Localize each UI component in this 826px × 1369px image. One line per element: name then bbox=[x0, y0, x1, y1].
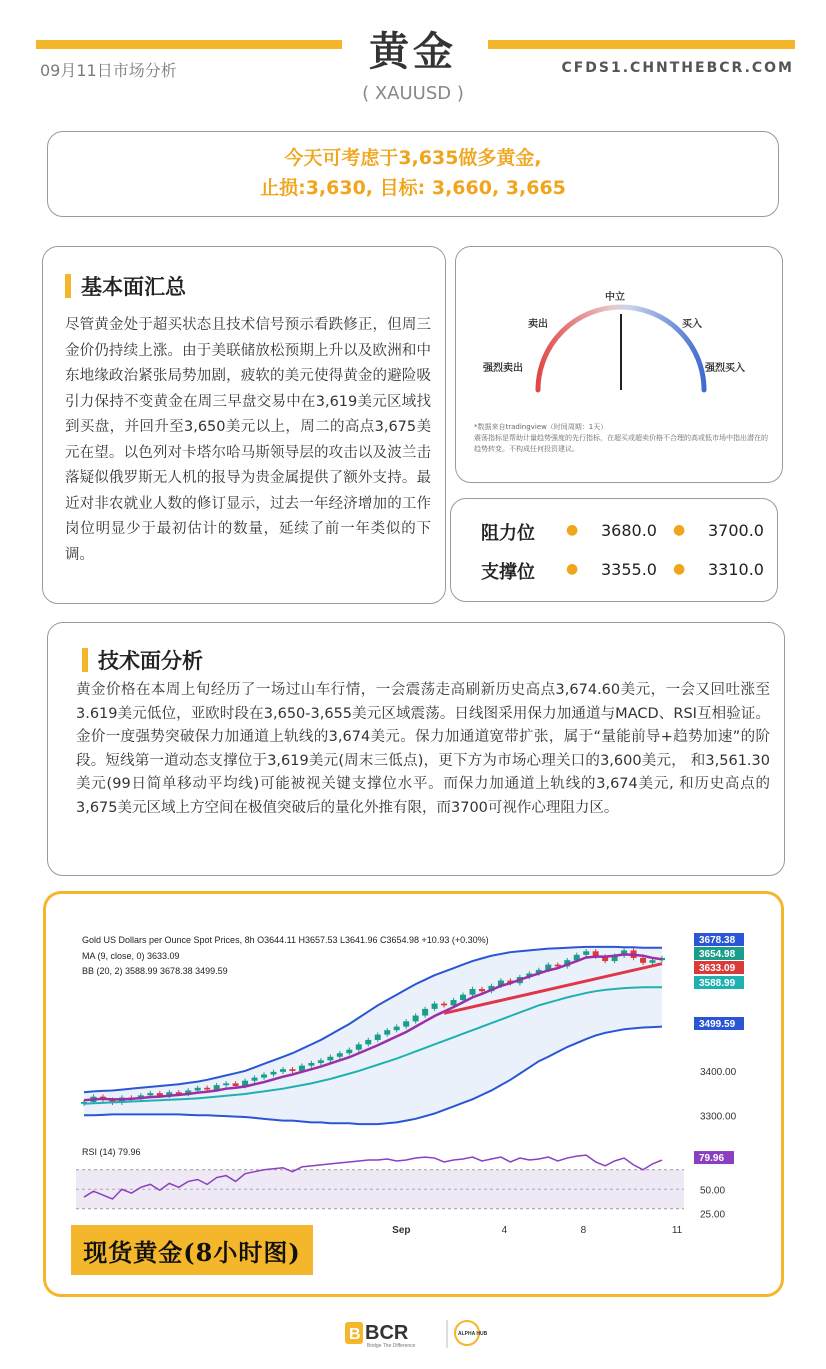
y-tick-label: 3400.00 bbox=[700, 1066, 737, 1078]
gauge-label-strong-sell: 强烈卖出 bbox=[483, 363, 523, 374]
candle-body bbox=[271, 1072, 277, 1075]
candle-body bbox=[479, 989, 485, 991]
heading-accent bbox=[65, 274, 71, 298]
technical-heading bbox=[82, 645, 203, 675]
candle-body bbox=[280, 1069, 286, 1072]
gauge-note-source: *数据来自tradingview（时间周期：1天） bbox=[474, 423, 608, 431]
candle-body bbox=[469, 989, 475, 995]
support-1: 3355.0 bbox=[601, 560, 657, 579]
candle-body bbox=[204, 1088, 210, 1090]
candle-body bbox=[451, 1000, 457, 1005]
rsi-label: RSI (14) 79.96 bbox=[82, 1147, 141, 1157]
candle-body bbox=[422, 1009, 428, 1016]
candle-body bbox=[195, 1088, 201, 1091]
candle-body bbox=[460, 995, 466, 1000]
fundamentals-heading bbox=[65, 271, 186, 301]
fundamentals-card bbox=[42, 246, 446, 604]
candle-body bbox=[441, 1004, 447, 1006]
page-subtitle: ( XAUUSD ) bbox=[362, 83, 464, 104]
candle-body bbox=[147, 1093, 153, 1095]
gauge-label-strong-buy: 强烈买入 bbox=[705, 363, 745, 374]
x-tick-label: 11 bbox=[671, 1225, 683, 1236]
candle-body bbox=[337, 1053, 343, 1057]
gauge-note-disclaimer: 震荡指标是帮助计量趋势强度的先行指标，在超买或超卖价格不合理的高或低市场中指出潜在的趋势转变。不构成任何投资建议。 bbox=[474, 434, 768, 453]
signal-line-1: 今天可考虑于3,635做多黄金, bbox=[284, 147, 542, 169]
chart-title: Gold US Dollars per Ounce Spot Prices, 8h O3644.11 H3657.53 L3641.96 C3654.98 +10.93 (+0.30%) bbox=[82, 935, 489, 945]
bullet-icon: ● bbox=[673, 561, 686, 577]
candle-body bbox=[356, 1044, 362, 1049]
candle-body bbox=[252, 1078, 258, 1081]
ma-label: MA (9, close, 0) 3633.09 bbox=[82, 951, 180, 961]
heading-accent bbox=[82, 648, 88, 672]
price-chart bbox=[74, 918, 747, 1246]
svg-text:B: B bbox=[349, 1326, 361, 1343]
technical-title: 技术面分析 bbox=[98, 649, 203, 673]
y-tick-label: 3300.00 bbox=[700, 1111, 737, 1123]
resistance-2: 3700.0 bbox=[708, 521, 764, 540]
x-tick-label: Sep bbox=[392, 1225, 411, 1236]
chart-caption: 现货黄金(8小时图) bbox=[71, 1225, 313, 1275]
rsi-tag-label: 79.96 bbox=[699, 1153, 725, 1165]
price-tag-label: 3588.99 bbox=[699, 978, 736, 989]
bb-label: BB (20, 2) 3588.99 3678.38 3499.59 bbox=[82, 966, 228, 976]
key-levels-card bbox=[450, 498, 778, 602]
gauge-dial bbox=[516, 292, 726, 402]
x-tick-label: 8 bbox=[580, 1225, 587, 1236]
x-tick-label: 4 bbox=[501, 1225, 508, 1236]
price-tag-label: 3678.38 bbox=[699, 935, 736, 946]
support-label: 支撑位 bbox=[481, 562, 535, 583]
technical-card bbox=[47, 622, 785, 876]
candle-body bbox=[223, 1083, 229, 1085]
gauge-label-sell: 卖出 bbox=[528, 319, 548, 330]
technical-text: 黄金价格在本周上旬经历了一场过山车行情，一会震荡走高刷新历史高点3,674.60美元，一会又回吐涨至3.619美元低位，亚欧时段在3,650-3,655美元区域震荡。日线图采用保力加通道与MACD、RSI互相验证。金价一度强势突破保力加通道上轨线的3,674美元。保力加通道宽带扩张，属于“量能前导+趋势加速”的阶段。短线第一道动态支撑位于3,619美元(周末三低点)，更下方为市场心理关口的3,600美元， 和3,561.30美元(99日简单移动平均线)可能被视关键支撑位水平。而保力加通道上轨线的3,674美元, 和历史高点的3,675美元区域上方空间在极值突破后的量化外推有限，而3700可视作心理阻力区。 bbox=[76, 682, 770, 816]
gauge-label-neutral: 中立 bbox=[605, 292, 625, 303]
candle-body bbox=[365, 1040, 371, 1044]
price-tag-label: 3654.98 bbox=[699, 949, 736, 960]
candle-body bbox=[375, 1035, 381, 1040]
svg-text:BCR: BCR bbox=[365, 1322, 409, 1344]
gauge-note bbox=[474, 422, 774, 455]
sentiment-gauge-card bbox=[455, 246, 783, 483]
site-url[interactable]: CFDS1.CHNTHEBCR.COM bbox=[561, 60, 794, 76]
candle-body bbox=[640, 958, 646, 963]
price-tag-label: 3633.09 bbox=[699, 963, 736, 974]
candle-body bbox=[432, 1004, 438, 1009]
candle-body bbox=[233, 1083, 239, 1086]
candle-body bbox=[318, 1060, 324, 1063]
svg-text:ALPHA HUB: ALPHA HUB bbox=[458, 1331, 488, 1337]
report-date: 09月11日市场分析 bbox=[40, 61, 177, 80]
resistance-row bbox=[451, 519, 779, 549]
support-row bbox=[451, 558, 779, 588]
candle-body bbox=[650, 960, 656, 963]
candle-body bbox=[289, 1069, 295, 1071]
bcr-logo bbox=[345, 1316, 495, 1350]
fundamentals-text: 尽管黄金处于超买状态且技术信号预示看跌修正，但周三金价仍持续上涨。由于美联储放松预期上升以及欧洲和中东地缘政治紧张局势加剧，疲软的美元使得黄金的避险吸引力保持不变黄金在周三早盘交易中在3,619美元区域找到买盘，并回升至3,650美元以上，周二的高点3,675美元在望。以色列对卡塔尔哈马斯领导层的攻击以及波兰击落疑似俄罗斯无人机的报导为贵金属提供了额外支持。最近对非农就业人数的修订显示，过去一年经济增加的工作岗位明显少于最初估计的数量，延续了前一年类似的下调。 bbox=[65, 317, 431, 563]
fundamentals-title: 基本面汇总 bbox=[81, 275, 186, 299]
bullet-icon: ● bbox=[566, 522, 579, 538]
bullet-icon: ● bbox=[566, 561, 579, 577]
resistance-label: 阻力位 bbox=[481, 523, 535, 544]
candle-body bbox=[308, 1063, 314, 1066]
page-title: 黄金 bbox=[369, 29, 457, 75]
bullet-icon: ● bbox=[673, 522, 686, 538]
svg-text:Bridge The Difference: Bridge The Difference bbox=[367, 1343, 416, 1349]
candle-body bbox=[346, 1050, 352, 1054]
candle-body bbox=[394, 1027, 400, 1031]
candle-body bbox=[413, 1016, 419, 1022]
signal-line-2: 止损:3,630, 目标: 3,660, 3,665 bbox=[260, 177, 566, 199]
rsi-tick-label: 50.00 bbox=[700, 1185, 726, 1197]
price-tag-label: 3499.59 bbox=[699, 1019, 736, 1030]
trade-signal-card bbox=[47, 131, 779, 217]
candle-body bbox=[403, 1021, 409, 1026]
gauge-label-buy: 买入 bbox=[682, 319, 702, 330]
candle-body bbox=[261, 1075, 267, 1078]
candle-body bbox=[384, 1030, 390, 1034]
support-2: 3310.0 bbox=[708, 560, 764, 579]
rsi-tick-label: 25.00 bbox=[700, 1209, 726, 1221]
resistance-1: 3680.0 bbox=[601, 521, 657, 540]
candle-body bbox=[583, 951, 589, 955]
candle-body bbox=[327, 1057, 333, 1061]
